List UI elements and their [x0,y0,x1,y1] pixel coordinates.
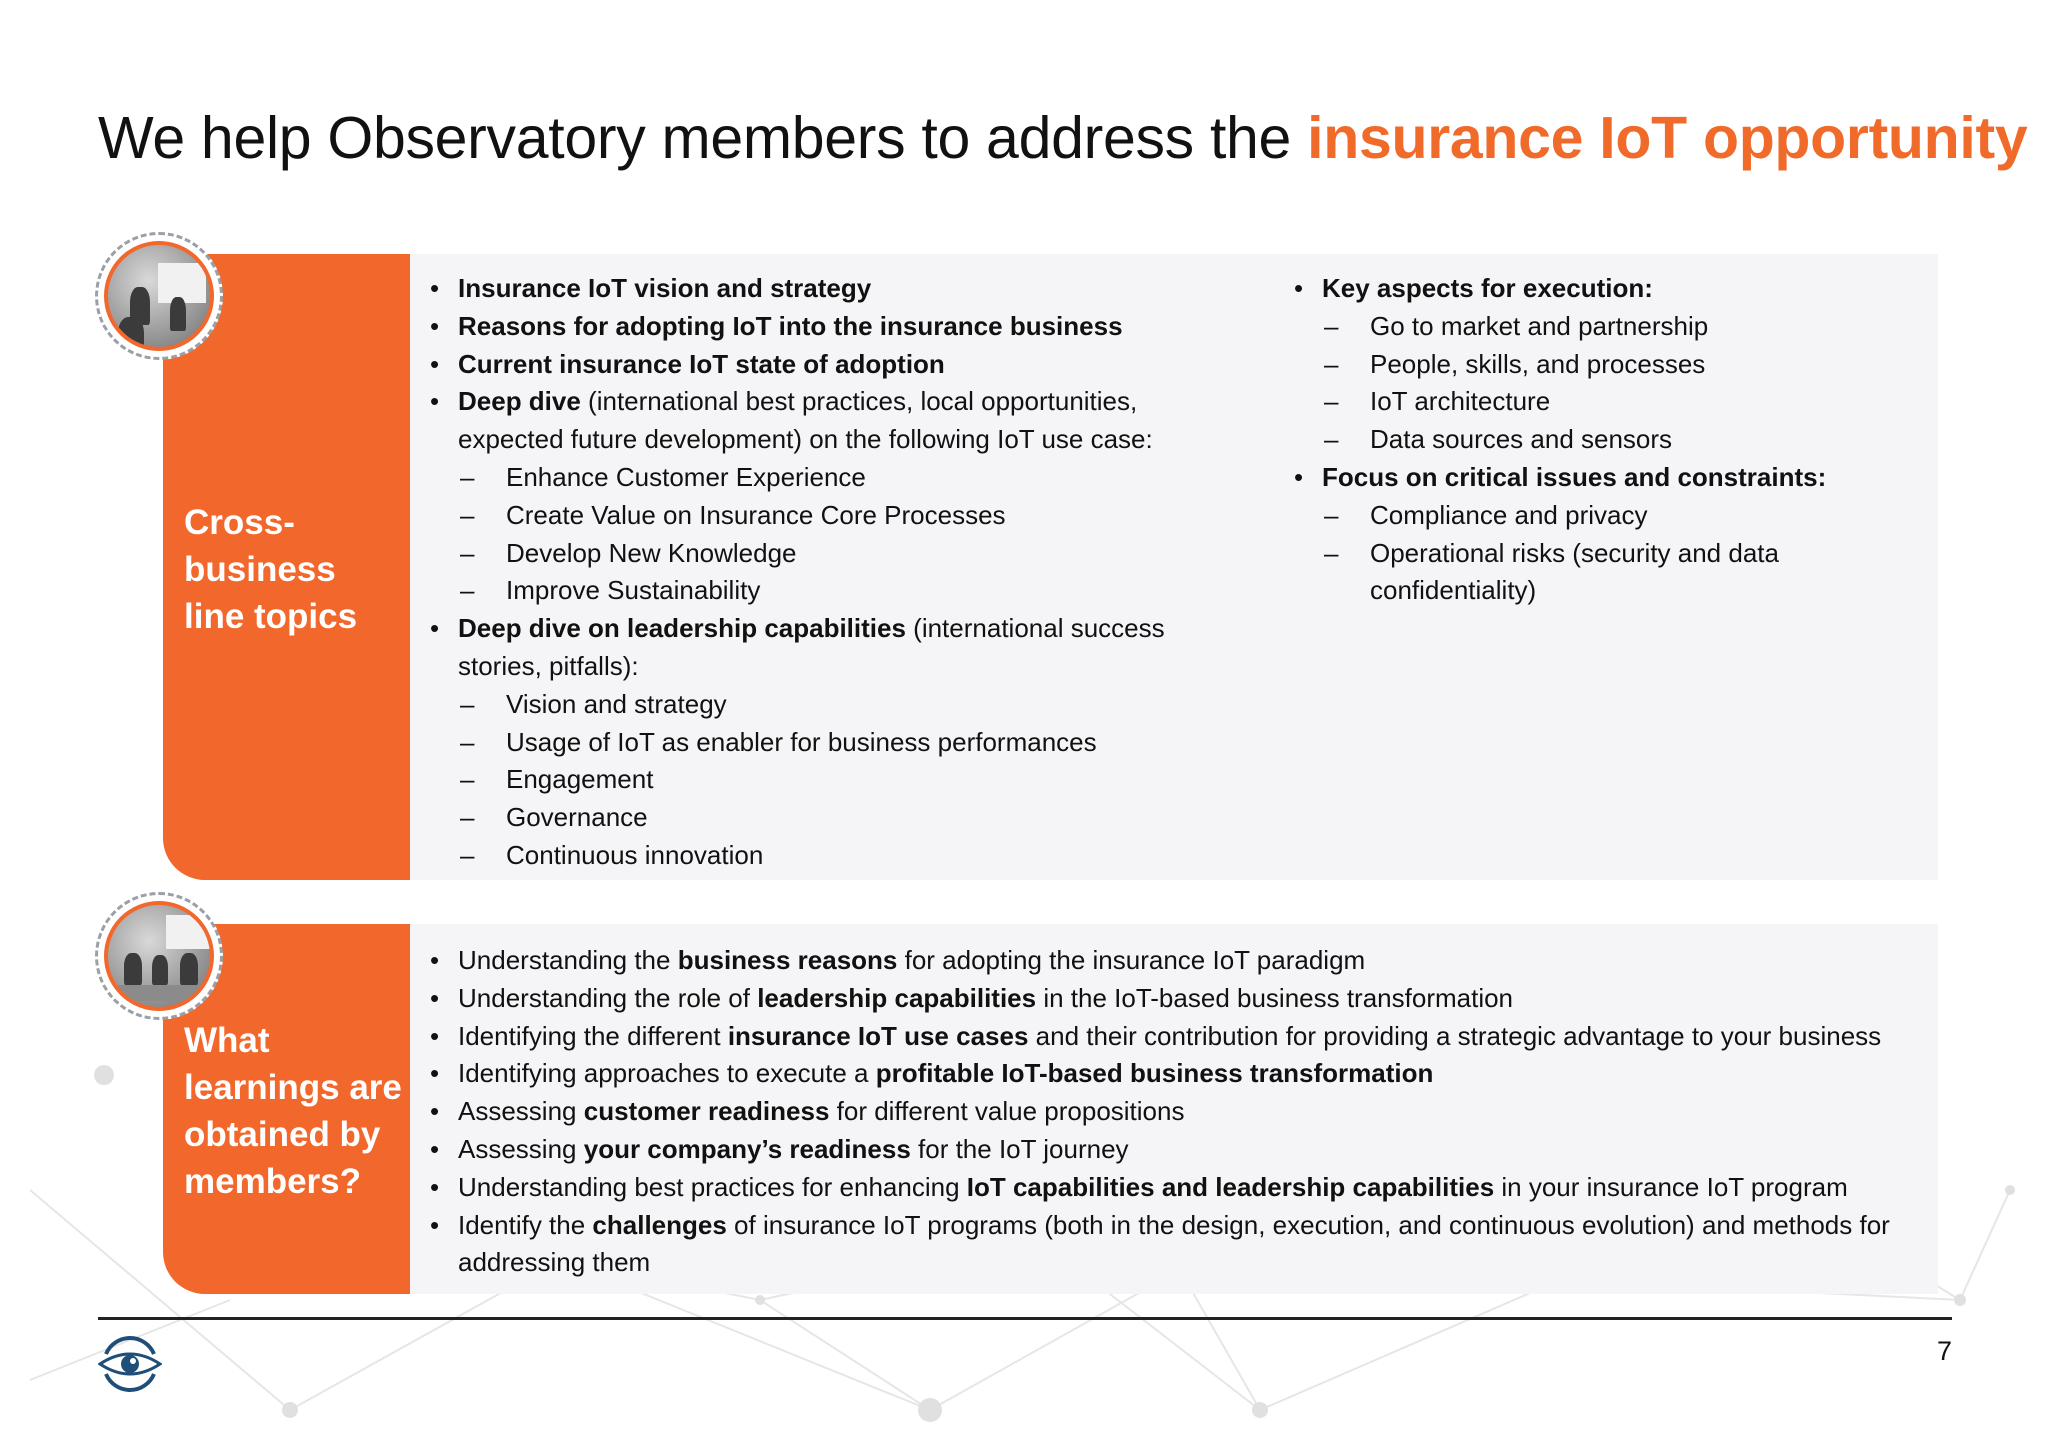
page-number: 7 [1936,1336,1952,1366]
text: Assessing [458,1133,584,1164]
sub-bullet-item [426,799,1196,837]
text: for the IoT journey [910,1133,1129,1164]
bullet-item [426,1169,1926,1207]
text: Data sources and sensors [1370,424,1673,455]
bullet-item [426,1093,1926,1131]
text: Understanding the [458,945,678,975]
text: for adopting the insurance IoT paradigm [897,945,1366,975]
sub-bullet-item [426,837,1196,875]
text: Engagement [506,764,654,795]
sub-bullet-item [1290,497,1930,535]
text: Understanding the role of [458,982,758,1013]
bold-text: Focus on critical issues and constraints: [1322,461,1827,492]
learnings-list [426,942,1926,1282]
text: (international success stories, pitfalls): [458,613,1165,681]
observatory-eye-logo-icon [98,1336,162,1392]
sub-bullet-item [1290,421,1930,459]
bullet-item [426,610,1196,686]
bold-text: Deep dive [458,386,581,417]
sub-bullet-item [426,724,1196,762]
title-plain: We help Observatory members to address the [98,105,1308,171]
sub-bullet-item [426,497,1196,535]
bold-text: your company’s readiness [583,1133,911,1164]
text: for different value propositions [829,1096,1185,1127]
bold-text: Current insurance IoT state of adoption [458,348,945,379]
sub-bullet-item [426,761,1196,799]
sub-bullet-item [426,459,1196,497]
text: Usage of IoT as enabler for business performances [506,726,1097,757]
bold-text: profitable IoT-based business transformation [875,1058,1434,1089]
text: Operational risks (security and data confidentiality) [1370,537,1779,606]
bullet-item [426,270,1196,308]
bold-text: Deep dive on leadership capabilities [458,613,906,644]
page-title [98,104,2027,172]
bullet-item [426,1018,1926,1056]
footer-rule [98,1317,1952,1320]
text: in your insurance IoT program [1494,1171,1848,1202]
bold-text: leadership capabilities [757,982,1037,1013]
bullet-item [426,1207,1926,1283]
text: Understanding best practices for enhancing [458,1171,967,1202]
text: (international best practices, local opportunities, expected future development) on the following IoT use case: [458,386,1153,455]
bullet-item [426,1131,1926,1169]
text: Identifying the different [458,1020,728,1051]
bullet-item [1290,459,1930,497]
text: Improve Sustainability [506,575,761,606]
bold-text: IoT capabilities and leadership capabilities [966,1171,1495,1202]
bullet-item [426,346,1196,384]
text: IoT architecture [1370,386,1551,417]
text: People, skills, and processes [1370,348,1706,379]
sub-bullet-item [1290,535,1930,611]
topics-section-label: Cross- business line topics [184,503,358,636]
text: Assessing [458,1096,584,1127]
text: Governance [506,802,648,833]
text: Compliance and privacy [1370,499,1648,530]
learnings-section-label: What learnings are obtained by members? [184,1021,402,1201]
text: Vision and strategy [506,688,727,719]
text: and their contribution for providing a strategic advantage to your business [1028,1020,1882,1051]
topics-left-list [426,270,1196,875]
sub-bullet-item [1290,346,1930,384]
text: Continuous innovation [506,839,764,870]
sub-bullet-item [1290,308,1930,346]
title-accent: insurance IoT opportunity [1307,105,2028,171]
meeting-table-photo [95,892,223,1020]
bold-text: business reasons [677,945,898,975]
bullet-item [426,942,1926,980]
text: Go to market and partnership [1370,310,1709,341]
sub-bullet-item [426,535,1196,573]
meeting-presentation-photo [95,232,223,360]
text: Develop New Knowledge [506,537,797,568]
bold-text: Reasons for adopting IoT into the insurance business [458,310,1123,341]
bold-text: insurance IoT use cases [727,1020,1029,1051]
text: in the IoT-based business transformation [1036,982,1514,1013]
bullet-item [426,383,1196,459]
text: Identifying approaches to execute a [458,1058,876,1089]
bold-text: Key aspects for execution: [1322,273,1653,303]
text: Identify the [458,1209,593,1240]
text: Create Value on Insurance Core Processes [506,499,1006,530]
sub-bullet-item [426,686,1196,724]
bullet-item [426,1055,1926,1093]
bold-text: Insurance IoT vision and strategy [458,273,872,303]
bold-text: challenges [592,1209,727,1240]
sub-bullet-item [426,572,1196,610]
bullet-item [426,980,1926,1018]
bullet-item [1290,270,1930,308]
text: of insurance IoT programs (both in the design, execution, and continuous evolution) and methods for addressing them [458,1209,1890,1278]
sub-bullet-item [1290,383,1930,421]
bullet-item [426,308,1196,346]
topics-right-list [1290,270,1930,610]
text: Enhance Customer Experience [506,461,866,492]
bold-text: customer readiness [583,1096,830,1127]
